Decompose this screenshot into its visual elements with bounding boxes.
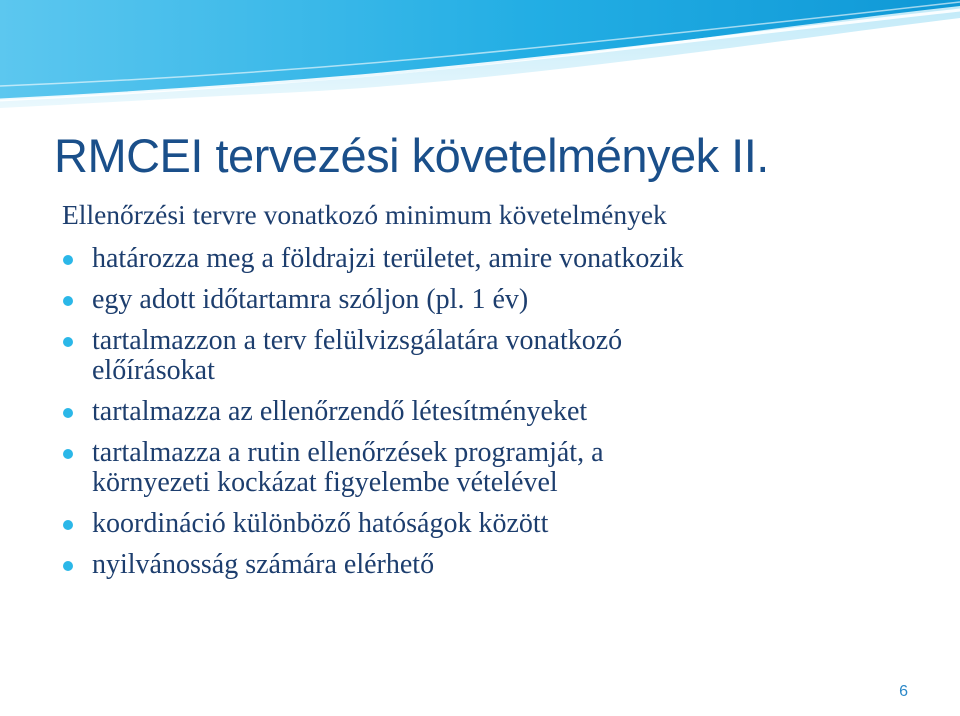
- bullet-text-line: koordináció különböző hatóságok között: [92, 508, 549, 539]
- bullet-dot-icon: [63, 337, 73, 347]
- bullet-dot-icon: [63, 296, 73, 306]
- bullet-item: [62, 550, 684, 580]
- bullet-dot-icon: [63, 520, 73, 530]
- bullet-text-line: környezeti kockázat figyelembe vételével: [92, 467, 558, 498]
- bullet-text-line: tartalmazzon a terv felülvizsgálatára vonatkozó: [92, 325, 623, 356]
- wave-decoration: [0, 0, 960, 110]
- bullet-dot-icon: [63, 561, 73, 571]
- bullet-item: [62, 509, 684, 539]
- slide-subtitle: Ellenőrzési tervre vonatkozó minimum követelmények: [62, 199, 667, 230]
- header-banner: [0, 0, 960, 110]
- bullet-list: [62, 244, 684, 591]
- bullet-dot-icon: [63, 255, 73, 265]
- bullet-item: [62, 285, 684, 315]
- bullet-text-line: határozza meg a földrajzi területet, amire vonatkozik: [92, 243, 684, 274]
- bullet-text-line: tartalmazza a rutin ellenőrzések programját, a: [92, 437, 604, 468]
- bullet-text-line: nyilvánosság számára elérhető: [92, 549, 435, 580]
- page-number: 6: [899, 683, 908, 700]
- bullet-dot-icon: [63, 408, 73, 418]
- bullet-text-line: tartalmazza az ellenőrzendő létesítményeket: [92, 396, 588, 427]
- slide-title: RMCEI tervezési követelmények II.: [54, 129, 769, 182]
- bullet-item: [62, 397, 684, 427]
- bullet-item: [62, 244, 684, 274]
- bullet-text-line: egy adott időtartamra szóljon (pl. 1 év): [92, 284, 529, 315]
- bullet-text-line: előírásokat: [92, 355, 215, 386]
- bullet-item: [62, 326, 684, 386]
- bullet-item: [62, 438, 684, 498]
- bullet-dot-icon: [63, 449, 73, 459]
